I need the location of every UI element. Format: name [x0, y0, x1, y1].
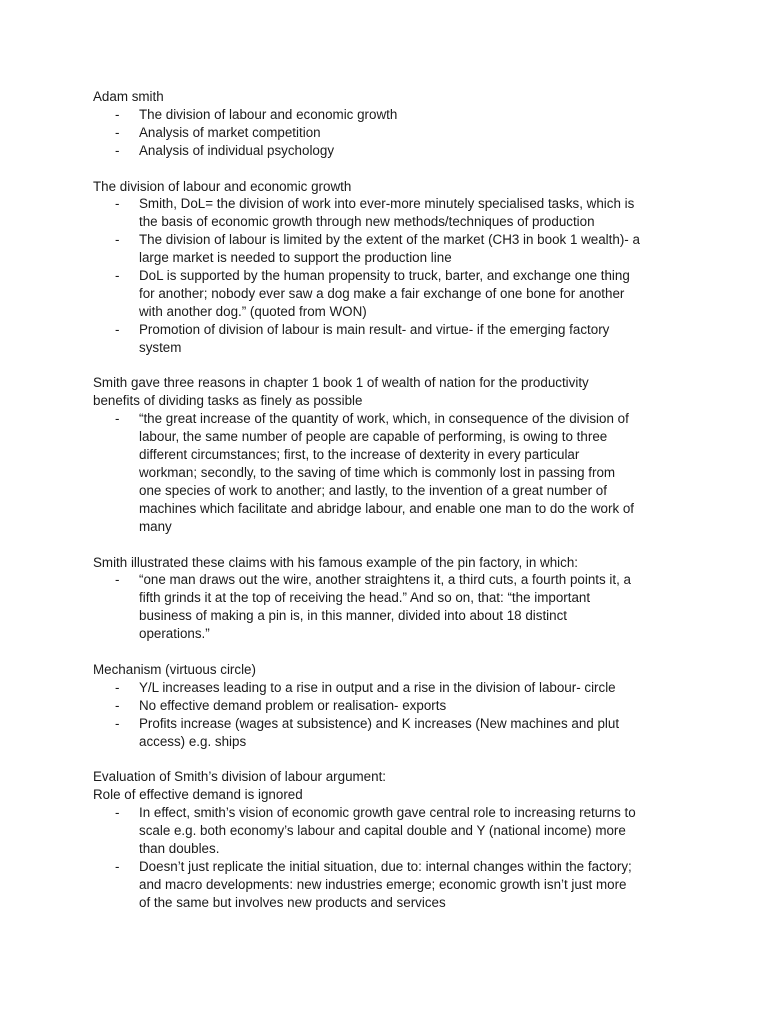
list-item	[93, 679, 693, 697]
list-item-text: Smith, DoL= the division of work into ever-more minutely specialised tasks, which is the basis of economic growth through new methods/techniques of production	[139, 196, 635, 230]
dash-bullet-icon: -	[115, 321, 120, 337]
dash-bullet-icon: -	[115, 572, 120, 588]
section-heading: Smith gave three reasons in chapter 1 book 1 of wealth of nation for the productivity	[93, 375, 589, 391]
dash-bullet-icon: -	[115, 142, 120, 158]
list-item	[93, 106, 693, 124]
list-item-text: “the great increase of the quantity of work, which, in consequence of the division of labour, the same number of people are capable of performing, is owing to three different circumstances; first, to the increase of dexterity in every particular workman; secondly, to the saving of time which is commonly lost in passing from one species of work to another; and lastly, to the invention of a great number of machines which facilitate and abridge labour, and enable one man to do the work of many	[139, 411, 635, 534]
section-pin-factory	[93, 554, 693, 644]
spacer	[93, 536, 693, 554]
list-item-text: Analysis of individual psychology	[139, 142, 335, 158]
dash-bullet-icon: -	[115, 232, 120, 248]
list-item-text: Profits increase (wages at subsistence) and K increases (New machines and plut access) e.g. ships	[139, 715, 620, 749]
bullet-list	[93, 571, 693, 643]
list-item-text: In effect, smith’s vision of economic growth gave central role to increasing returns to scale e.g. both economy’s labour and capital double and Y (national income) more than doubles.	[139, 805, 636, 856]
section-division-of-labour	[93, 178, 693, 357]
list-item-text: Promotion of division of labour is main result- and virtue- if the emerging factory system	[139, 321, 610, 355]
list-item	[93, 195, 693, 231]
list-item	[93, 124, 693, 142]
dash-bullet-icon: -	[115, 106, 120, 122]
list-item-text: The division of labour and economic growth	[139, 106, 398, 122]
dash-bullet-icon: -	[115, 268, 120, 284]
spacer	[93, 643, 693, 661]
bullet-list	[93, 679, 693, 751]
list-item-text: Doesn’t just replicate the initial situation, due to: internal changes within the factory; and macro developments: new industries emerge; economic growth isn’t just more of the same but involves new products and services	[139, 858, 632, 910]
spacer	[93, 160, 693, 178]
list-item-text: DoL is supported by the human propensity to truck, barter, and exchange one thing for another; nobody ever saw a dog make a fair exchange of one bone for another with another dog.” (quoted from WON)	[139, 268, 630, 319]
list-item	[93, 321, 693, 357]
bullet-list	[93, 195, 693, 356]
dash-bullet-icon: -	[115, 411, 120, 427]
list-item	[93, 571, 693, 643]
list-item	[93, 410, 693, 535]
section-mechanism	[93, 661, 693, 751]
list-item-text: No effective demand problem or realisation- exports	[139, 697, 447, 713]
section-heading: Mechanism (virtuous circle)	[93, 661, 256, 677]
spacer	[93, 357, 693, 375]
bullet-list	[93, 410, 693, 535]
list-item	[93, 142, 693, 160]
bullet-list	[93, 804, 693, 911]
section-heading: Evaluation of Smith’s division of labour argument:	[93, 769, 387, 785]
list-item-text: Y/L increases leading to a rise in output and a rise in the division of labour- circle	[139, 679, 616, 695]
list-item	[93, 804, 693, 858]
dash-bullet-icon: -	[115, 124, 120, 140]
list-item	[93, 858, 693, 912]
dash-bullet-icon: -	[115, 858, 120, 874]
dash-bullet-icon: -	[115, 715, 120, 731]
list-item	[93, 715, 693, 751]
dash-bullet-icon: -	[115, 697, 120, 713]
section-heading: The division of labour and economic growth	[93, 178, 352, 194]
section-adam-smith	[93, 88, 693, 160]
dash-bullet-icon: -	[115, 805, 120, 821]
list-item	[93, 267, 693, 321]
section-heading: Role of effective demand is ignored	[93, 787, 303, 803]
list-item-text: The division of labour is limited by the extent of the market (CH3 in book 1 wealth)- a large market is needed to support the production line	[139, 232, 640, 266]
section-three-reasons	[93, 374, 693, 535]
section-evaluation	[93, 768, 693, 911]
bullet-list	[93, 106, 693, 160]
document-page	[93, 88, 693, 912]
list-item	[93, 697, 693, 715]
section-heading: Adam smith	[93, 89, 164, 104]
list-item-text: Analysis of market competition	[139, 124, 321, 140]
spacer	[93, 750, 693, 768]
section-heading: benefits of dividing tasks as finely as possible	[93, 393, 363, 409]
dash-bullet-icon: -	[115, 679, 120, 695]
section-heading: Smith illustrated these claims with his famous example of the pin factory, in which:	[93, 554, 578, 570]
list-item	[93, 231, 693, 267]
list-item-text: “one man draws out the wire, another straightens it, a third cuts, a fourth points it, a fifth grinds it at the top of receiving the head.” And so on, that: “the important business of making a pin is, in this manner, divided into about 18 distinct operations.”	[139, 572, 631, 642]
dash-bullet-icon: -	[115, 196, 120, 212]
